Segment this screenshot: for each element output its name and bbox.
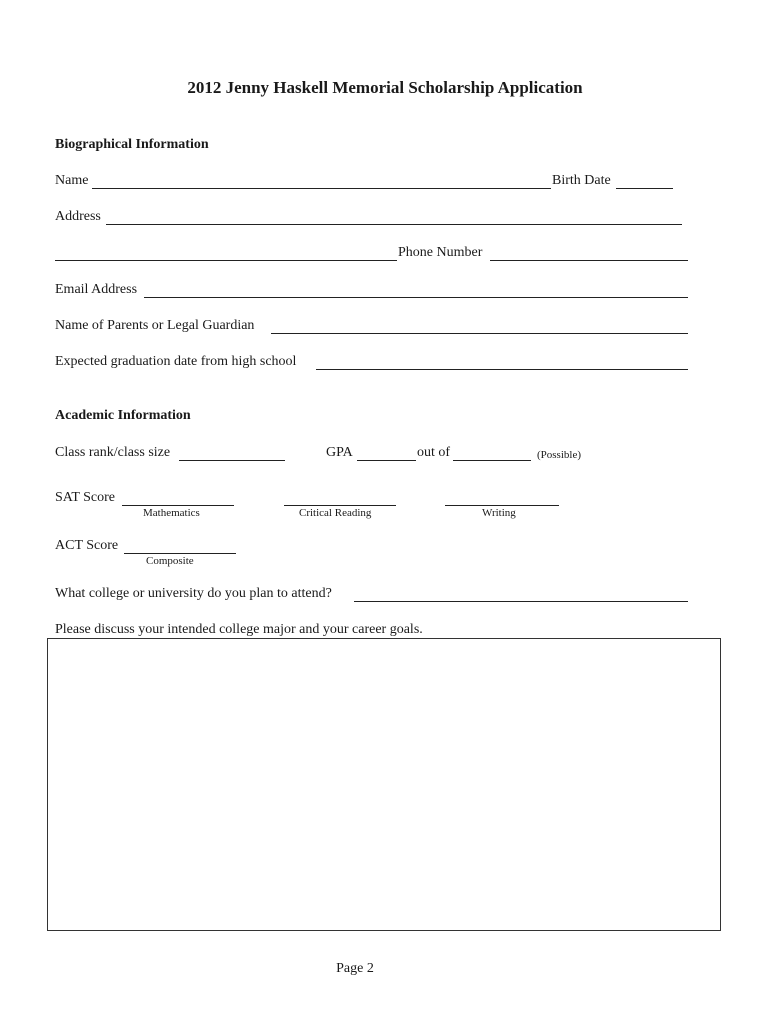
graduation-label: Expected graduation date from high school [55, 354, 297, 369]
email-row [55, 281, 695, 299]
discuss-row [55, 621, 695, 639]
name-field[interactable] [92, 188, 551, 189]
parents-label: Name of Parents or Legal Guardian [55, 318, 255, 333]
graduation-row [55, 353, 695, 371]
sat-reading-caption: Critical Reading [299, 507, 372, 519]
class-rank-gpa-row [55, 444, 695, 462]
out-of-label: out of [417, 445, 451, 460]
act-composite-caption: Composite [146, 555, 194, 567]
phone-field[interactable] [490, 260, 688, 261]
sat-math-field[interactable] [122, 505, 234, 506]
act-row [55, 537, 695, 555]
sat-row [55, 489, 695, 507]
college-field[interactable] [354, 601, 688, 602]
page-number: Page 2 [336, 961, 374, 976]
email-field[interactable] [144, 297, 688, 298]
sat-math-caption: Mathematics [143, 507, 200, 519]
gpa-label: GPA [326, 445, 353, 460]
phone-label: Phone Number [398, 245, 483, 260]
parents-field[interactable] [271, 333, 688, 334]
college-row [55, 585, 695, 603]
academic-heading: Academic Information [55, 408, 191, 423]
page-title: 2012 Jenny Haskell Memorial Scholarship Application [187, 78, 583, 97]
class-rank-label: Class rank/class size [55, 445, 171, 460]
career-goals-answer-box[interactable] [47, 638, 721, 931]
address-line2-field[interactable] [55, 260, 397, 261]
sat-writing-caption: Writing [482, 507, 516, 519]
graduation-field[interactable] [316, 369, 688, 370]
discuss-label: Please discuss your intended college major and your career goals. [55, 622, 423, 637]
college-label: What college or university do you plan to attend? [55, 586, 332, 601]
class-rank-field[interactable] [179, 460, 285, 461]
gpa-out-of-field[interactable] [453, 460, 531, 461]
sat-label: SAT Score [55, 490, 116, 505]
email-label: Email Address [55, 282, 138, 297]
birth-date-label: Birth Date [552, 173, 611, 188]
gpa-field[interactable] [357, 460, 416, 461]
sat-reading-field[interactable] [284, 505, 396, 506]
name-label: Name [55, 173, 89, 188]
address-label: Address [55, 209, 101, 224]
address-field[interactable] [106, 224, 682, 225]
biographical-heading: Biographical Information [55, 137, 209, 152]
name-row [55, 172, 695, 190]
sat-writing-field[interactable] [445, 505, 559, 506]
address-phone-row [55, 244, 695, 262]
possible-label: (Possible) [537, 449, 581, 461]
address-row [55, 208, 695, 226]
birth-date-field[interactable] [616, 188, 673, 189]
act-composite-field[interactable] [124, 553, 236, 554]
act-label: ACT Score [55, 538, 119, 553]
parents-row [55, 317, 695, 335]
